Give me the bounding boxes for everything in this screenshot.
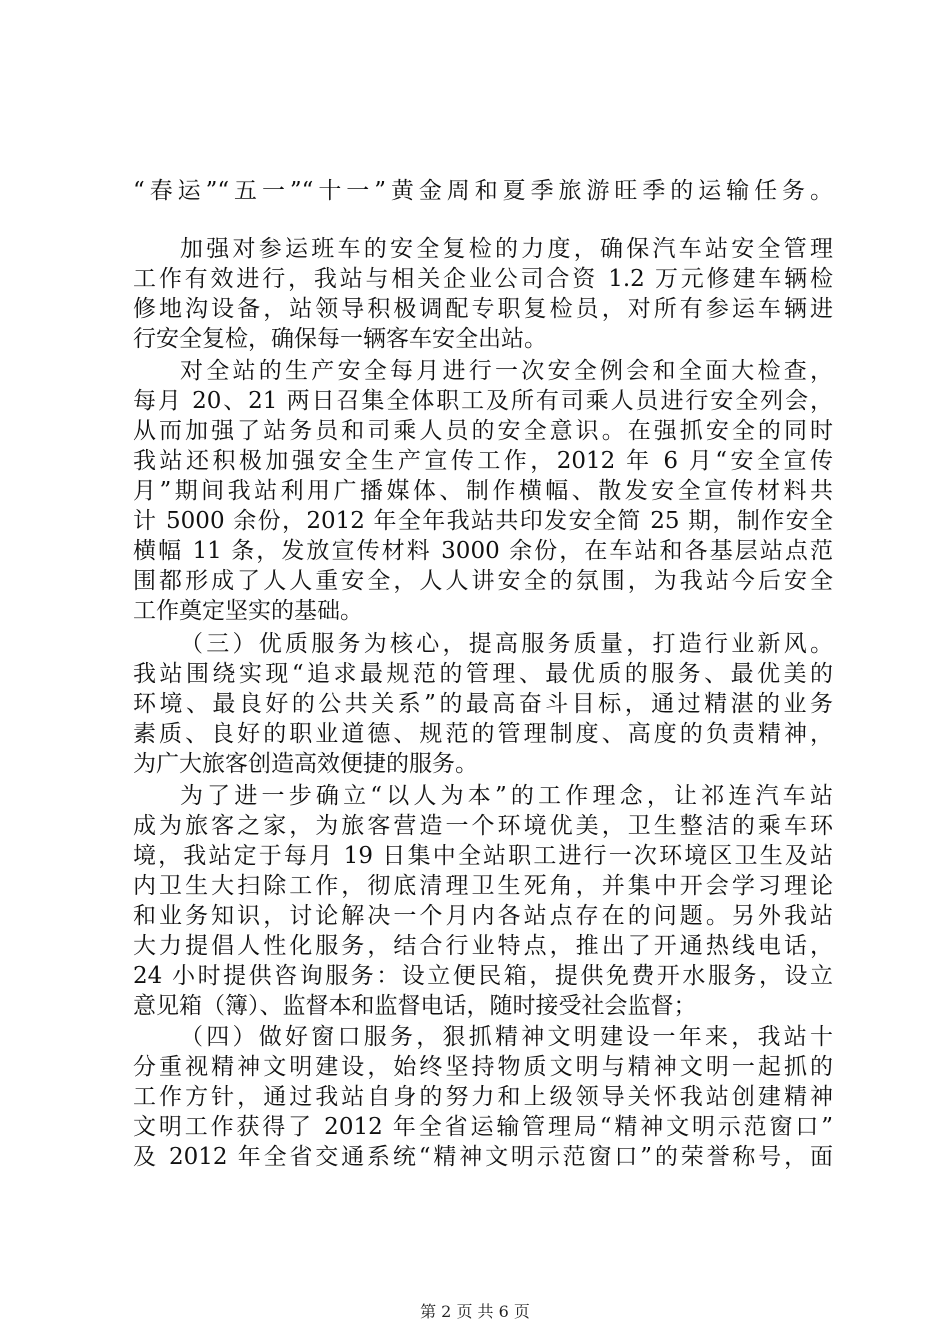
text-line: 从而加强了站务员和司乘人员的安全意识。在强抓安全的同时 — [133, 418, 833, 444]
text-line: 围都形成了人人重安全，人人讲安全的氛围，为我站今后安全 — [133, 568, 833, 594]
text-line: 每月 20、21 两日召集全体职工及所有司乘人员进行安全列会， — [133, 388, 833, 414]
text-line: 和业务知识，讨论解决一个月内各站点存在的问题。另外我站 — [133, 903, 833, 929]
text-line: 计 5000 余份，2012 年全年我站共印发安全简 25 期，制作安全 — [133, 508, 833, 534]
text-line: 为广大旅客创造高效便捷的服务。 — [133, 751, 478, 777]
text-line: 工作奠定坚实的基础。 — [133, 598, 363, 624]
text-line: 24 小时提供咨询服务：设立便民箱，提供免费开水服务，设立 — [133, 963, 833, 989]
text-line: 内卫生大扫除工作，彻底清理卫生死角，并集中开会学习理论 — [133, 873, 833, 899]
text-line: 我站还积极加强安全生产宣传工作，2012 年 6 月“安全宣传 — [133, 448, 833, 474]
paragraph-first-line: 对全站的生产安全每月进行一次安全例会和全面大检查， — [180, 358, 833, 384]
text-line: 工作有效进行，我站与相关企业公司合资 1.2 万元修建车辆检 — [133, 266, 833, 292]
text-line: 环境、最良好的公共关系”的最高奋斗目标，通过精湛的业务 — [133, 691, 833, 717]
text-line: 成为旅客之家，为旅客营造一个环境优美，卫生整洁的乘车环 — [133, 813, 833, 839]
paragraph-first-line: 加强对参运班车的安全复检的力度，确保汽车站安全管理 — [180, 236, 833, 262]
text-line: 我站围绕实现“追求最规范的管理、最优质的服务、最优美的 — [133, 661, 833, 687]
text-line: 境，我站定于每月 19 日集中全站职工进行一次环境区卫生及站 — [133, 843, 833, 869]
text-line: 分重视精神文明建设，始终坚持物质文明与精神文明一起抓的 — [133, 1054, 833, 1080]
text-line: 行安全复检，确保每一辆客车安全出站。 — [133, 326, 547, 352]
text-line: 及 2012 年全省交通系统“精神文明示范窗口”的荣誉称号，面 — [133, 1144, 833, 1170]
section-heading-3: （三）优质服务为核心，提高服务质量，打造行业新风。 — [180, 631, 833, 657]
section-heading-4: （四）做好窗口服务，狠抓精神文明建设一年来，我站十 — [180, 1024, 833, 1050]
text-line: 横幅 11 条，发放宣传材料 3000 余份，在车站和各基层站点范 — [133, 538, 833, 564]
page-number-footer: 第 2 页 共 6 页 — [420, 1302, 530, 1321]
paragraph-first-line: 为了进一步确立“以人为本”的工作理念，让祁连汽车站 — [180, 783, 833, 809]
text-line: 文明工作获得了 2012 年全省运输管理局“精神文明示范窗口” — [133, 1114, 833, 1140]
text-line: 修地沟设备，站领导积极调配专职复检员，对所有参运车辆进 — [133, 296, 833, 322]
text-line: 素质、良好的职业道德、规范的管理制度、高度的负责精神， — [133, 721, 833, 747]
text-line: 大力提倡人性化服务，结合行业特点，推出了开通热线电话， — [133, 933, 833, 959]
text-line: “春运”“五一”“十一”黄金周和夏季旅游旺季的运输任务。 — [133, 178, 833, 204]
text-line: 月”期间我站利用广播媒体、制作横幅、散发安全宣传材料共 — [133, 478, 833, 504]
text-line: 意见箱（簿）、监督本和监督电话，随时接受社会监督； — [133, 993, 697, 1019]
text-line: 工作方针，通过我站自身的努力和上级领导关怀我站创建精神 — [133, 1084, 833, 1110]
